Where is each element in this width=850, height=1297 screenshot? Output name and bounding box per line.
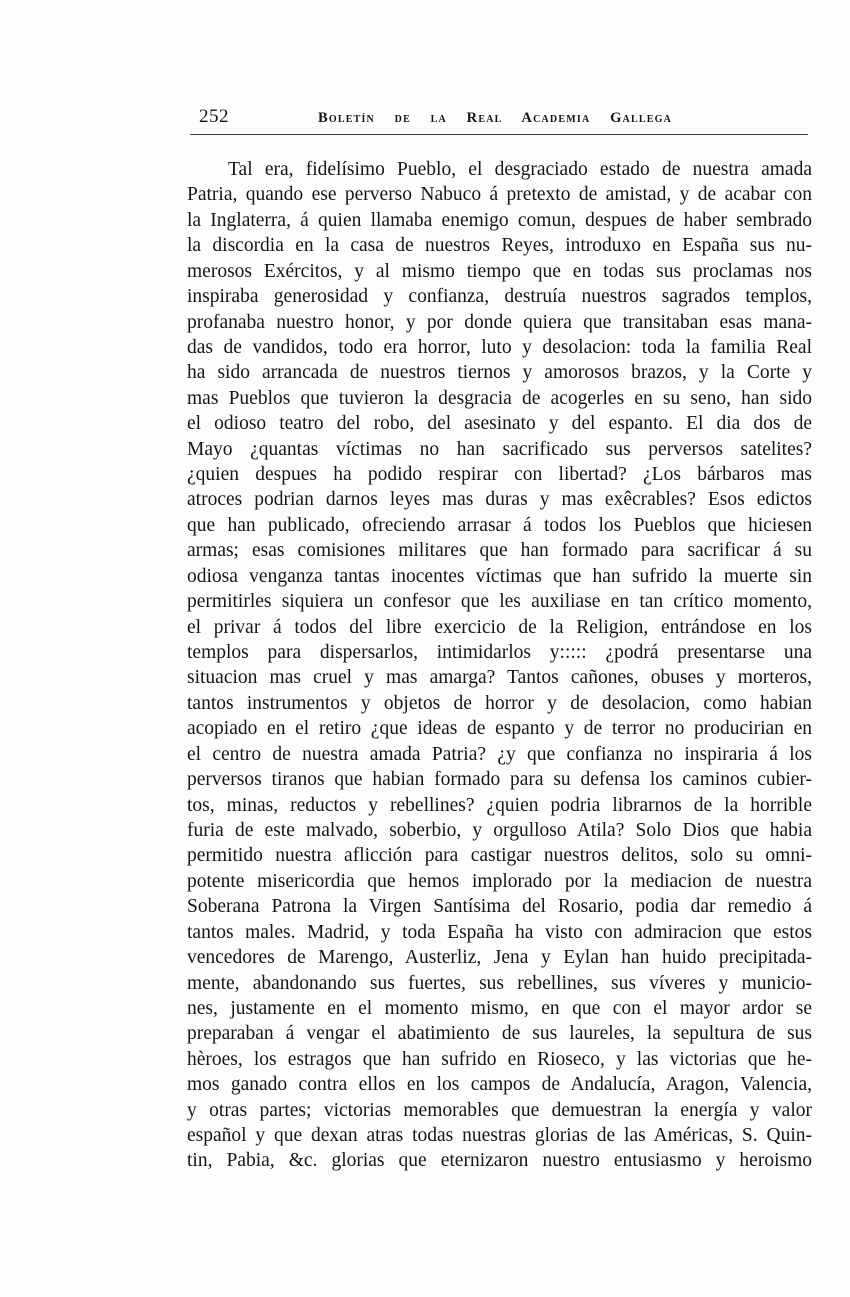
text-line: vencedores de Marengo, Austerliz, Jena y Eylan han huido precipitada- bbox=[187, 947, 812, 969]
text-line: y otras partes; victorias memorables que demuestran la energía y valor bbox=[187, 1099, 812, 1121]
header-rule bbox=[190, 134, 808, 135]
text-line: situacion mas cruel y mas amarga? Tantos cañones, obuses y morteros, bbox=[187, 667, 812, 689]
text-line: furia de este malvado, soberbio, y orgulloso Atila? Solo Dios que habia bbox=[187, 819, 812, 841]
text-line: potente misericordia que hemos implorado por la mediacion de nuestra bbox=[187, 870, 812, 892]
text-line: templos para dispersarlos, intimidarlos y::::: ¿podrá presentarse una bbox=[187, 642, 812, 664]
text-line: odiosa venganza tantas inocentes víctimas que han sufrido la muerte sin bbox=[187, 565, 812, 587]
text-line: das de vandidos, todo era horror, luto y desolacion: toda la familia Real bbox=[187, 336, 812, 358]
text-line: Tal era, fidelísimo Pueblo, el desgraciado estado de nuestra amada bbox=[228, 159, 812, 180]
text-line: el odioso teatro del robo, del asesinato y del espanto. El dia dos de bbox=[187, 413, 812, 435]
text-line: merosos Exércitos, y al mismo tiempo que en todas sus proclamas nos bbox=[187, 260, 812, 282]
text-line: nes, justamente en el momento mismo, en que con el mayor ardor se bbox=[187, 997, 812, 1019]
text-line: tantos instrumentos y objetos de horror y de desolacion, como habian bbox=[187, 692, 812, 714]
text-line: inspiraba generosidad y confianza, destruía nuestros sagrados templos, bbox=[187, 286, 812, 308]
text-line: armas; esas comisiones militares que han formado para sacrificar á su bbox=[187, 540, 812, 562]
text-line: hèroes, los estragos que han sufrido en Rioseco, y las victorias que he- bbox=[187, 1048, 812, 1070]
text-line: Patria, quando ese perverso Nabuco á pretexto de amistad, y de acabar con bbox=[187, 184, 812, 206]
body-text bbox=[187, 157, 812, 1174]
text-line: acopiado en el retiro ¿que ideas de espanto y de terror no producirian en bbox=[187, 718, 812, 740]
text-line: Mayo ¿quantas víctimas no han sacrificado sus perversos satelites? bbox=[187, 438, 812, 460]
text-line: atroces podrian darnos leyes mas duras y mas exêcrables? Esos edictos bbox=[187, 489, 812, 511]
text-line: permitirles siquiera un confesor que les auxiliase en tan crítico momento, bbox=[187, 591, 812, 613]
text-line: mente, abandonando sus fuertes, sus rebellines, sus víveres y municio- bbox=[187, 972, 812, 994]
text-line: tantos males. Madrid, y toda España ha visto con admiracion que estos bbox=[187, 921, 812, 943]
page-number: 252 bbox=[199, 106, 229, 127]
text-line: español y que dexan atras todas nuestras glorias de las Américas, S. Quin- bbox=[187, 1125, 812, 1147]
text-line: tin, Pabia, &c. glorias que eternizaron nuestro entusiasmo y heroismo bbox=[187, 1150, 812, 1172]
text-line: Soberana Patrona la Virgen Santísima del Rosario, podia dar remedio á bbox=[187, 896, 812, 918]
text-line: la discordia en la casa de nuestros Reyes, introduxo en España sus nu- bbox=[187, 235, 812, 257]
text-line: permitido nuestra aflicción para castigar nuestros delitos, solo su omni- bbox=[187, 845, 812, 867]
text-line: ha sido arrancada de nuestros tiernos y amorosos brazos, y la Corte y bbox=[187, 362, 812, 384]
text-line: mas Pueblos que tuvieron la desgracia de acogerles en su seno, han sido bbox=[187, 387, 812, 409]
text-line: la Inglaterra, á quien llamaba enemigo comun, despues de haber sembrado bbox=[187, 209, 812, 231]
text-line: que han publicado, ofreciendo arrasar á todos los Pueblos que hiciesen bbox=[187, 514, 812, 536]
text-line: el centro de nuestra amada Patria? ¿y que confianza no inspiraria á los bbox=[187, 743, 812, 765]
text-line: tos, minas, reductos y rebellines? ¿quien podria librarnos de la horrible bbox=[187, 794, 812, 816]
text-line: ¿quien despues ha podido respirar con libertad? ¿Los bárbaros mas bbox=[187, 464, 812, 486]
text-line: mos ganado contra ellos en los campos de Andalucía, Aragon, Valencia, bbox=[187, 1074, 812, 1096]
running-title: Boletín de la Real Academia Gallega bbox=[318, 110, 672, 126]
text-line: el privar á todos del libre exercicio de la Religion, entrándose en los bbox=[187, 616, 812, 638]
text-line: profanaba nuestro honor, y por donde quiera que transitaban esas mana- bbox=[187, 311, 812, 333]
text-line: preparaban á vengar el abatimiento de sus laureles, la sepultura de sus bbox=[187, 1023, 812, 1045]
text-line: perversos tiranos que habian formado para su defensa los caminos cubier- bbox=[187, 769, 812, 791]
